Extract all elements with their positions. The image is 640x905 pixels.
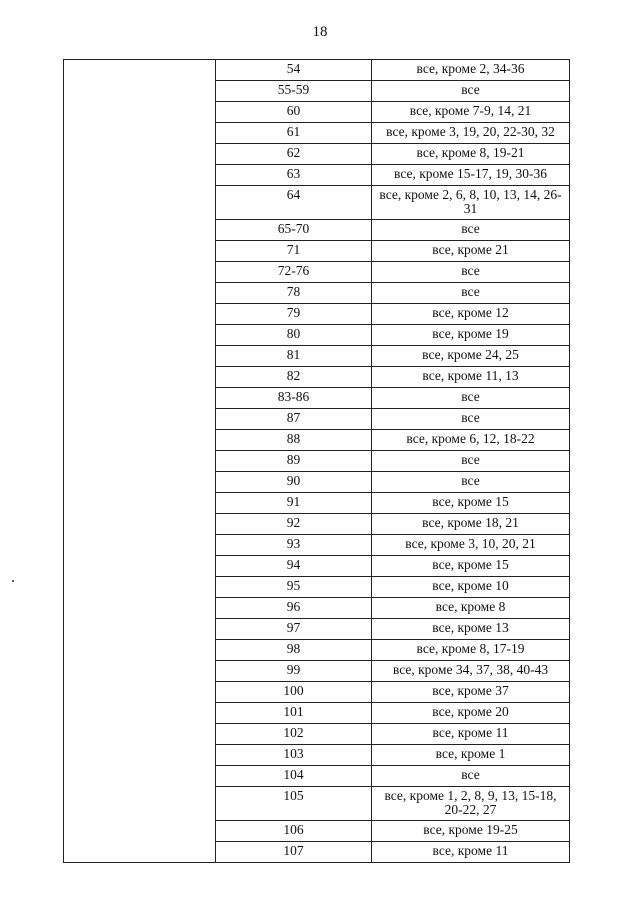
pages-cell: все, кроме 12 [372,304,570,325]
pages-cell: все, кроме 2, 6, 8, 10, 13, 14, 26-31 [372,186,570,220]
pages-cell: все, кроме 19-25 [372,821,570,842]
table-body [64,60,570,863]
pages-cell: все, кроме 13 [372,619,570,640]
row-number-cell: 81 [216,346,372,367]
row-number-cell: 89 [216,451,372,472]
pages-cell: все [372,766,570,787]
row-number-cell: 102 [216,724,372,745]
row-number-cell: 62 [216,144,372,165]
pages-cell: все, кроме 37 [372,682,570,703]
pages-cell: все [372,409,570,430]
row-number-cell: 96 [216,598,372,619]
pages-cell: все, кроме 6, 12, 18-22 [372,430,570,451]
row-number-cell: 90 [216,472,372,493]
row-number-cell: 80 [216,325,372,346]
pages-cell: все [372,283,570,304]
row-number-cell: 105 [216,787,372,821]
pages-cell: все, кроме 20 [372,703,570,724]
row-number-cell: 98 [216,640,372,661]
row-number-cell: 78 [216,283,372,304]
pages-cell: все [372,81,570,102]
row-number-cell: 87 [216,409,372,430]
pages-cell: все, кроме 15 [372,493,570,514]
pages-cell: все [372,262,570,283]
pages-cell: все, кроме 3, 19, 20, 22-30, 32 [372,123,570,144]
pages-cell: все, кроме 3, 10, 20, 21 [372,535,570,556]
pages-cell: все [372,472,570,493]
pages-cell: все, кроме 1 [372,745,570,766]
table-row [64,60,570,81]
page-number: 18 [312,24,328,40]
pages-cell: все, кроме 8, 17-19 [372,640,570,661]
pages-cell: все, кроме 7-9, 14, 21 [372,102,570,123]
row-number-cell: 71 [216,241,372,262]
row-number-cell: 100 [216,682,372,703]
row-number-cell: 91 [216,493,372,514]
pages-cell: все [372,220,570,241]
row-number-cell: 79 [216,304,372,325]
scan-artifact-dot [12,580,14,582]
pages-cell: все, кроме 15-17, 19, 30-36 [372,165,570,186]
row-number-cell: 88 [216,430,372,451]
row-number-cell: 107 [216,842,372,863]
pages-cell: все, кроме 11 [372,724,570,745]
row-number-cell: 72-76 [216,262,372,283]
pages-cell: все, кроме 11, 13 [372,367,570,388]
row-number-cell: 95 [216,577,372,598]
row-number-cell: 64 [216,186,372,220]
row-number-cell: 93 [216,535,372,556]
pages-cell: все, кроме 11 [372,842,570,863]
row-number-cell: 83-86 [216,388,372,409]
row-number-cell: 92 [216,514,372,535]
row-number-cell: 106 [216,821,372,842]
pages-cell: все, кроме 21 [372,241,570,262]
pages-cell: все, кроме 15 [372,556,570,577]
row-number-cell: 94 [216,556,372,577]
row-number-cell: 99 [216,661,372,682]
empty-first-column-cell [64,60,216,863]
pages-cell: все, кроме 18, 21 [372,514,570,535]
pages-cell: все, кроме 1, 2, 8, 9, 13, 15-18, 20-22, 27 [372,787,570,821]
row-number-cell: 63 [216,165,372,186]
row-number-cell: 82 [216,367,372,388]
row-number-cell: 97 [216,619,372,640]
row-number-cell: 101 [216,703,372,724]
row-number-cell: 61 [216,123,372,144]
pages-cell: все, кроме 24, 25 [372,346,570,367]
pages-cell: все [372,451,570,472]
pages-cell: все, кроме 2, 34-36 [372,60,570,81]
pages-cell: все, кроме 34, 37, 38, 40-43 [372,661,570,682]
pages-cell: все, кроме 19 [372,325,570,346]
row-number-cell: 55-59 [216,81,372,102]
pages-cell: все, кроме 8 [372,598,570,619]
row-number-cell: 60 [216,102,372,123]
pages-cell: все, кроме 8, 19-21 [372,144,570,165]
row-number-cell: 103 [216,745,372,766]
row-number-cell: 104 [216,766,372,787]
document-table [63,59,570,863]
pages-cell: все [372,388,570,409]
row-number-cell: 54 [216,60,372,81]
row-number-cell: 65-70 [216,220,372,241]
pages-cell: все, кроме 10 [372,577,570,598]
